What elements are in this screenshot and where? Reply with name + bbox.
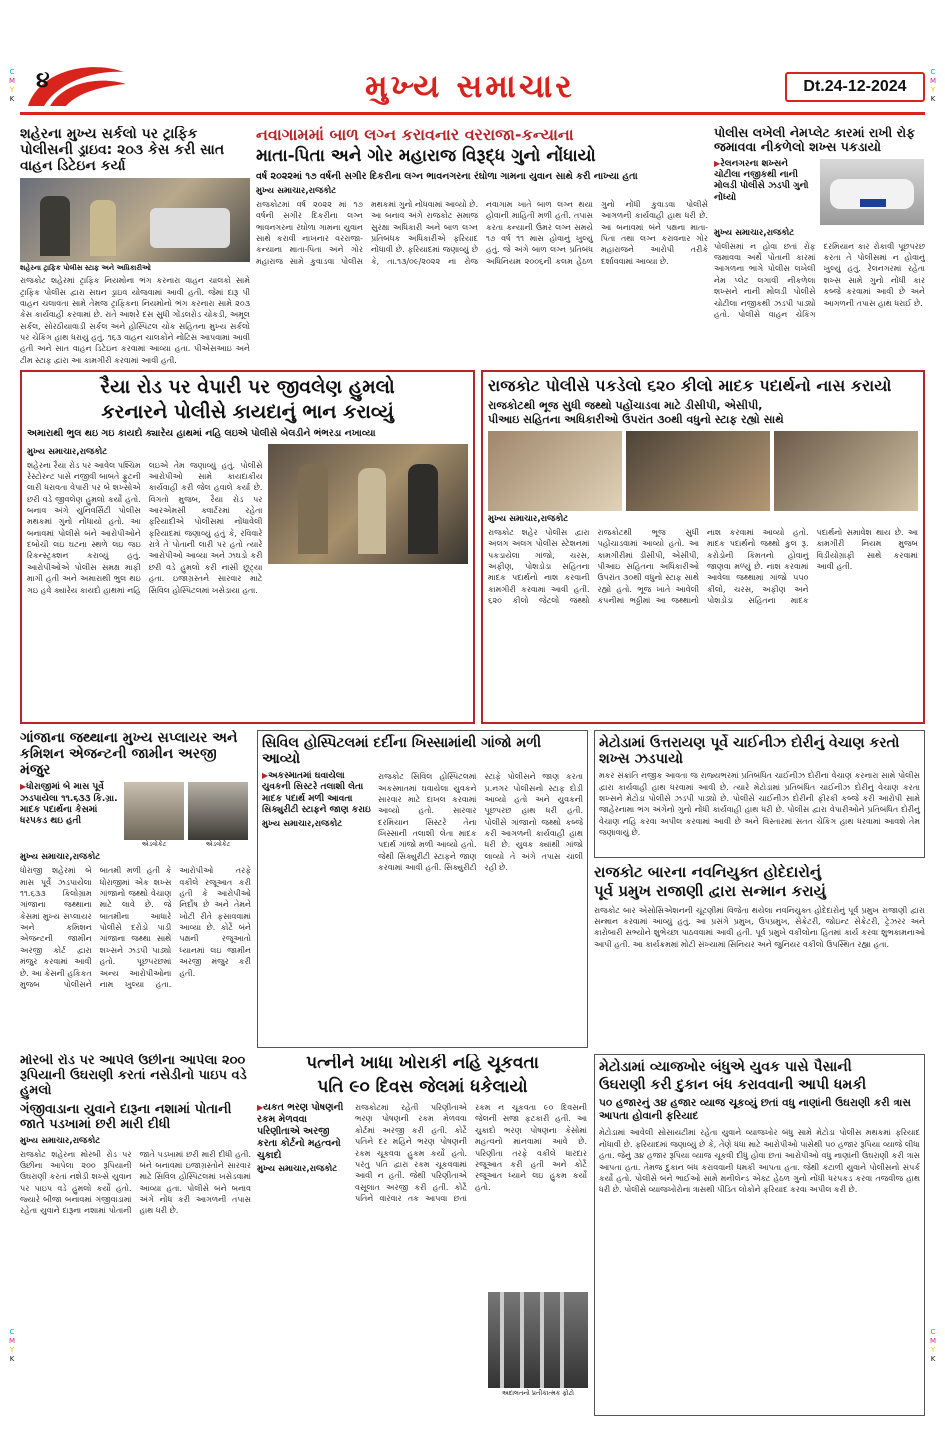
article-traffic-drive xyxy=(20,126,250,366)
byline: મુખ્ય સમાચાર,રાજકોટ xyxy=(714,227,795,238)
register-marks-left-bottom: C M Y K xyxy=(8,1328,16,1363)
headline: સિવિલ હોસ્પિટલમાં દર્દીના ખિસ્સામાંથી ગાંજો મળી આવ્યો xyxy=(262,735,542,768)
headline: મોરબી રોડ પર આપેલે ઉછીના આપેલા ૨૦૦ રૂપિયાની ઉઘરાણી કરતાં નસેડીનો પાઇપ વડે હુમલો xyxy=(20,1054,247,1098)
jail-photo xyxy=(488,1292,588,1388)
headline-line-2: કરનારને પોલીસે કાયદાનું ભાન કરાવ્યું xyxy=(101,400,394,423)
headline-line-1: મેટોડામાં વ્યાજખોર બંધુએ યુવક પાસે પૈસાની xyxy=(599,1059,852,1075)
traffic-photo xyxy=(20,178,250,262)
headline: પોલીસ લખેલી નેમપ્લેટ કારમાં રાખી રોફ જમાવવા નીકળેલો શખ્સ પકડાયો xyxy=(714,126,916,155)
lawyer-label-1: એડવોકેટ xyxy=(141,840,167,849)
article-wife-maintenance xyxy=(257,1054,588,1416)
byline: મુખ્ય સમાચાર,રાજકોટ xyxy=(27,446,108,457)
body: રાજકોટમાં રહેતી પરિણીતાએ ભરણ પોષણની રકમ મેળવવા કોર્ટમાં અરજી કરી હતી. કોર્ટે પતિને દર મહિને ભરણ પોષણની રકમ ચૂકવવા હુકમ કર્યો હતો. પરંતુ પતિ દ્વારા રકમ ચૂકવવામાં આવી ન હતી. જેથી પરિણીતાએ વસૂલાત અરજી કરી હતી. કોર્ટે પતિને વારંવાર તક આપવા છતાં રકમ ન ચૂકવતા ૯૦ દિવસની જેલની સજા ફટકારી હતી. આ ચુકાદો ભરણ પોષણના કેસોમાં મહત્વનો માનવામાં આવે છે. પરિણીતા તરફે વકીલે ધારદાર રજૂઆત કરી હતી અને કોર્ટે રજૂઆત ધ્યાને લઇ હુકમ કર્યો હતો. xyxy=(355,1103,587,1203)
drugs-photo-2 xyxy=(626,431,770,511)
body: રાજકોટ શહેરના મોરબી રોડ પર ઉછીના આપેલા ૨૦૦ રૂપિયાની ઉઘરાણી કરતાં નશેડી શખ્સે યુવાન પર પાઇપ વડે હુમલો કર્યો હતો. જ્યારે બીજા બનાવમાં ગંજીવાડામાં રહેતા યુવાને દારૂના નશામાં પોતાની જાતે પડખામાં છરી મારી દીધી હતી. બંને બનાવમાં ઇજાગ્રસ્તોને સારવાર માટે સિવિલ હોસ્પિટલમાં ખસેડવામાં આવ્યા હતા. પોલીસે બંને બનાવ અંગે નોંધ કરી આગળની તપાસ હાથ ધરી છે. xyxy=(20,1149,251,1216)
accused-photo xyxy=(268,444,468,564)
body: પોલીસમાં ન હોવા છતાં રોફ જમાવવા અર્થે પોતાની કારમાં આગળના ભાગે પોલીસ લખેલી નેમ પ્લેટ લગાવી નીકળેલા શખ્સને નાની મોલડી પોલીસે ચોટીલા નજીકથી ઝડપી પાડ્યો હતો. પોલીસે વાહન ચેકિંગ દરમિયાન કાર રોકાવી પૂછપરછ કરતા તે પોલીસમાં ન હોવાનું ખુલ્યું હતું. રેલનગરમાં રહેતા શખ્સ સામે ગુનો નોંધી કાર કબ્જે કરવામાં આવી છે અને આગળની તપાસ હાથ ધરાઈ છે. xyxy=(714,241,925,319)
headline-line-1: પત્નીને ખાધા ખોરાકી નહિ ચૂકવતા xyxy=(306,1054,539,1073)
tag: ▶ ધોરાજીમાં બે માસ પૂર્વે ઝડપાયેલા ૧૧.૬૩૩ કિ.ગ્રા. માદક પદાર્થના કેસમાં ધરપકડ થઇ હતી xyxy=(20,782,120,849)
headline-line-2: પતિ ૯૦ દિવસ જેલમાં ધકેલાયો xyxy=(317,1076,528,1097)
article-usury-threat xyxy=(594,1054,925,1416)
tag: ▶ રેલનગરના શખ્સને ચોટીલા નજીકથી નાની મોલડી પોલીસે ઝડપી ગુનો નોંધ્યો xyxy=(714,159,816,225)
subhead-line-2: પીઆઇ સહિતના અધિકારીઓ ઉપરાંત ૩૦થી વધુનો સ્ટાફ રહ્યો સાથે xyxy=(488,413,784,427)
article-child-marriage xyxy=(256,126,708,366)
article-drugs-destroyed xyxy=(481,370,925,724)
article-civil-hospital xyxy=(257,730,588,1048)
headline: મેટોડામાં ઉત્તરાયણ પૂર્વે ચાઈનીઝ દોરીનું વેચાણ કરતો શખ્સ ઝડપાયો xyxy=(599,735,900,768)
byline: મુખ્ય સમાચાર,રાજકોટ xyxy=(262,819,343,830)
body: ધોરાજી શહેરમાં બે માસ પૂર્વે ઝડપાયેલા ૧૧.૬૩૩ કિલોગ્રામ ગાંજાના જથ્થાના કેસમાં મુખ્ય સપ્લાયર અને કમિશન એજન્ટની જામીન અરજી કોર્ટ દ્વારા મંજુર કરવામાં આવી છે. આ કેસની હકિકત મુજબ પોલીસને બાતમી મળી હતી કે ધોરાજીમાં એક શખ્સ ગાંજાનો જથ્થો વેચાણ માટે લાવે છે. જે બાતમીના આધારે પોલીસે દરોડો પાડી ગાંજાના જથ્થા સાથે શખ્સને ઝડપી પાડ્યો હતો. પૂછપરછમાં અન્ય આરોપીઓના નામ ખુલ્યા હતા. આરોપીઓ તરફે વકીલે રજૂઆત કરી હતી કે આરોપીઓ નિર્દોષ છે અને તેમને ખોટી રીતે ફસાવવામાં આવ્યા છે. કોર્ટે બંને પક્ષની રજૂઆતો ધ્યાનમાં લઇ જામીન અરજી મંજુર કરી હતી. xyxy=(20,866,251,989)
body: રાજકોટમાં વર્ષ ૨૦૨૨ માં ૧૭ વર્ષની સગીર દિકરીના લગ્ન ભાવનગરના રંઘોળા ગામના યુવાન સાથે કરાવી નાખનાર વરરાજા-કન્યાના માતા-પિતા અને ગોર મહારાજ સામે કુવાડવા પોલીસ મથકમાં ગુનો નોંધવામાં આવ્યો છે. આ બનાવ અંગે રાજકોટ સમાજ સુરક્ષા અધિકારી અને બાળ લગ્ન પ્રતિબંધક અધિકારીએ ફરિયાદ નોંધાવી છે. ફરિયાદમાં જણાવ્યું છે કે, તા.૧૩/૦૯/૨૦૨૨ ના રોજ નવાગામ ખાતે બાળ લગ્ન થયા હોવાની માહિતી મળી હતી. તપાસ કરતા કન્યાની ઉંમર લગ્ન સમયે ૧૭ વર્ષ ૧૧ માસ હોવાનું ખુલ્યું હતું. જે અંગે બાળ લગ્ન પ્રતિબંધ અધિનિયમ ૨૦૦૬ની કલમ હેઠળ ગુનો નોંધી કુવાડવા પોલીસે આગળની કાર્યવાહી હાથ ધરી છે. આ બનાવમાં બંને પક્ષના માતા-પિતા તથા લગ્ન કરાવનાર ગોર મહારાજને આરોપી તરીકે દર્શાવવામાં આવ્યા છે. xyxy=(256,199,708,266)
body: રાજકોટ સિવિલ હોસ્પિટલમાં અકસ્માતમાં ઘવાયેલા યુવકને સારવાર માટે દાખલ કરવામાં આવ્યો હતો. સારવાર દરમિયાન સિસ્ટરે તેના ખિસ્સાની તલાશી લેતા માદક પદાર્થ ગાંજો મળી આવ્યો હતો. જેથી સિક્યુરીટી સ્ટાફને જાણ કરવામાં આવી હતી. સિક્યુરીટી સ્ટાફે પોલીસને જાણ કરતા પ્ર.નગર પોલીસનો સ્ટાફ દોડી આવ્યો હતો અને યુવકની પૂછપરછ હાથ ધરી હતી. પોલીસે ગાંજાનો જથ્થો કબ્જે કરી આગળની કાર્યવાહી હાથ ધરી છે. યુવક ક્યાંથી ગાંજો લાવ્યો તે અંગે તપાસ ચાલી રહી છે. xyxy=(378,772,583,873)
article-police-number-plate xyxy=(714,126,925,366)
headline-line-1: રાજકોટ બારના નવનિયુક્ત હોદેદારોનું xyxy=(594,864,821,881)
byline: મુખ્ય સમાચાર,રાજકોટ xyxy=(20,1135,101,1146)
subhead: વર્ષ ૨૦૨૨માં ૧૭ વર્ષની સગીર દિકરીના લગ્ન ભાવનગરના રંઘોળા ગામના યુવાન સાથે કરી નાખ્યા હતા xyxy=(256,170,638,182)
subhead-line-1: રાજકોટથી ભૂજ સુધી જથ્થો પહોંચાડવા માટે ડીસીપી, એસીપી, xyxy=(488,399,763,413)
body: રાજકોટ બાર એસોસિએશનની ચૂંટણીમાં વિજેતા થયેલા નવનિયુક્ત હોદેદારોનું પૂર્વ પ્રમુખ રાજાણી દ્વારા સન્માન કરવામાં આવ્યું હતું. આ પ્રસંગે પ્રમુખ, ઉપપ્રમુખ, સેક્રેટરી, જોઇન્ટ સેક્રેટરી, ટ્રેઝરર અને કારોબારી સભ્યોને શુભેચ્છા પાઠવવામાં આવી હતી. પૂર્વ પ્રમુખે વકીલોના હિતમાં કાર્ય કરવા શુભકામનાઓ આપી હતી. આ કાર્યક્રમમાં મોટી સંખ્યામાં સિનિયર અને જુનિયર વકીલો ઉપસ્થિત રહ્યા હતા. xyxy=(594,905,925,949)
byline: મુખ્ય સમાચાર,રાજકોટ xyxy=(256,185,337,196)
body: શહેરના રૈયા રોડ પર આવેલ પશ્ચિમ રેસ્ટોરન્ટ પાસે નજીવી બાબતે ફ્રુટની લારી ધરાવતા વેપારી પર બે શખ્સોએ છરી વડે જીવલેણ હુમલો કર્યો હતો. બનાવ અંગે યુનિવર્સિટી પોલીસ મથકમાં ગુનો નોંધાયો હતો. આ બનાવમાં પોલીસે બંને આરોપીઓને દબોચી લઇ ઘટના સ્થળે લઇ જઇ રિકન્સ્ટ્રક્શન કરાવ્યું હતું. આરોપીઓએ પોલીસ સમક્ષ માફી માગી હતી અને અમારાથી ભુલ થઇ ગઇ હવે ક્યારેય કાયદો હાથમાં નહિ લઇએ તેમ જણાવ્યું હતું. પોલીસે આરોપીઓ સામે કાયદાકીય કાર્યવાહી કરી જેલ હવાલે કર્યા છે. વિગતો મુજબ, રૈયા રોડ પર આરએમસી ક્વાર્ટરમાં રહેતા ફરિયાદીએ પોલીસમાં નોંધાવેલી ફરિયાદમાં જણાવ્યું હતું કે, રવિવારે રાત્રે તે પોતાની લારી પર હતો ત્યારે આરોપીઓ આવ્યા અને ઝઘડો કરી છરી વડે હુમલો કરી નાસી છૂટ્યા હતા. ઇજાગ્રસ્તને સારવાર માટે સિવિલ હોસ્પિટલમાં ખસેડાયા હતા. xyxy=(27,460,263,595)
section-title: મુખ્ય સમાચાર xyxy=(365,67,575,105)
headline-line-2: ઉઘરાણી કરી દુકાન બંધ કરાવવાની આપી ધમકી xyxy=(599,1077,867,1094)
lawyer-photo-2 xyxy=(188,782,248,840)
byline: મુખ્ય સમાચાર,રાજકોટ xyxy=(20,852,101,863)
headline-line-2: માતા-પિતા અને ગોર મહારાજ વિરૂદ્ધ ગુનો નોંધાયો xyxy=(256,146,596,167)
photo-caption: અદાલતનો પ્રતીકાત્મક ફોટો xyxy=(501,1389,575,1397)
masthead-rule xyxy=(20,112,925,115)
car-photo xyxy=(820,159,924,225)
issue-date: Dt.24-12-2024 xyxy=(785,72,925,102)
register-marks-right-bottom: C M Y K xyxy=(929,1328,937,1363)
headline-line-1: નવાગામમાં બાળ લગ્ન કરાવનાર વરરાજા-કન્યાના xyxy=(256,126,574,144)
body: મકર સંક્રાંતિ નજીક આવતા જ રાજ્યભરમાં પ્રતિબંધિત ચાઈનીઝ દોરીના વેચાણ કરનારા સામે પોલીસ દ્વારા કાર્યવાહી હાથ ધરવામાં આવી છે. ત્યારે મેટોડામાં પ્રતિબંધિત ચાઈનીઝ દોરીનું વેચાણ કરતા શખ્સને મેટોડા પોલીસે ઝડપી પાડ્યો છે. પોલીસે ચાઈનીઝ દોરીની ફીરકી કબ્જે કરી આરોપી સામે જાહેરનામા ભંગ અંગેનો ગુનો નોંધી કાર્યવાહી હાથ ધરી છે. પોલીસ દ્વારા વેપારીઓને પ્રતિબંધિત દોરીનું વેચાણ નહિ કરવા અપીલ કરવામાં આવી છે અને વિસ્તારમાં સતત ચેકિંગ હાથ ધરવામાં આવશે તેમ જણાવાયું છે. xyxy=(599,771,920,837)
photo-caption: શહેરના ટ્રાફિક પોલીસ સ્ટાફ અને અધિકારીઓ xyxy=(20,264,151,273)
register-marks-right-top: C M Y K xyxy=(929,68,937,103)
lawyer-label-2: એડવોકેટ xyxy=(205,840,231,849)
article-bar-association xyxy=(594,864,925,1048)
page-number: ૪ xyxy=(36,68,50,93)
body: રાજકોટ શહેર પોલીસ દ્વારા અલગ અલગ પોલીસ સ્ટેશનમાં પકડાયેલા ગાંજો, ચરસ, અફીણ, પોશડોડા સહિતના માદક પદાર્થનો નાશ કરવાની કામગીરી કરવામાં આવી હતી. ૬૨૦ કીલો જેટલો જથ્થો રાજકોટથી ભૂજ સુધી પહોંચાડવામાં આવ્યો હતો. આ કામગીરીમાં ડીસીપી, એસીપી, પીઆઇ સહિતના અધિકારીઓ ઉપરાંત ૩૦થી વધુનો સ્ટાફ સાથે રહ્યો હતો. ભૂજ ખાતે આવેલી કંપનીમાં ભઠ્ઠીમાં આ જથ્થાનો નાશ કરવામાં આવ્યો હતો. માદક પદાર્થનો જથ્થો કુલ રૂ. કરોડોની કિંમતનો હોવાનું જાણવા મળ્યું છે. નાશ કરવામાં આવેલા જથ્થામાં ગાંજો ૫૫૦ કીલો, ચરસ, અફીણ અને પોશડોડા સહિતના માદક પદાર્થનો સમાવેશ થાય છે. આ કામગીરી નિયમ મુજબ વિડીયોગ્રાફી સાથે કરવામાં આવી હતી. xyxy=(488,527,918,606)
lawyer-photo-1 xyxy=(124,782,184,840)
byline: મુખ્ય સમાચાર,રાજકોટ xyxy=(488,513,569,524)
subhead: અમારાથી ભુલ થઇ ગઇ કાયદો ક્યારેય હાથમાં નહિ લઇએ પોલીસે બેલડીને ભંભરડા નખાવ્યા xyxy=(27,427,376,439)
masthead xyxy=(20,62,925,118)
body: રાજકોટ શહેરમાં ટ્રાફિક નિયમોના ભંગ કરનારા વાહન ચાલકો સામે ટ્રાફિક પોલીસ દ્વારા સઘન ડ્રાઇવ યોજવામાં આવી હતી. જેમાં દારૂ પી વાહન ચલાવતા સામે તેમજ ટ્રાફિકના નિયમોનો ભંગ કરનારા સામે ૨૦૩ કેસ કાર્યવાહી કરવામાં છે. રાતે આશરે દસ સુધી ગોંડલરોડ ચોકડી, અમૂલ સર્કલ, સોરઠીયાવાડી સર્કલ અને હોસ્પિટલ ચોક સહિતના મુખ્ય સર્કલો પર ચેકિંગ હાથ ધરાયું હતું. ૧૬૩ વાહન ચાલકોને નોટિસ આપવામાં આવી હતી અને સાત વાહન ડિટેઇન કરવામાં આવ્યા હતા. પીએસઆઇ અને ટીમ સ્ટાફ દ્વારા આ કામગીરી કરવામાં આવી હતી. xyxy=(20,276,250,365)
body: મેટોડામાં આવેલી સોસાયટીમાં રહેતા યુવાને વ્યાજખોર બંધુ સામે મેટોડા પોલીસ મથકમાં ફરિયાદ નોંધાવી છે. ફરિયાદમાં જણાવ્યું છે કે, તેણે ધંધા માટે આરોપીઓ પાસેથી ૫૦ હજાર રૂપિયા વ્યાજે લીધા હતા. જેનું ૩૪ હજાર રૂપિયા વ્યાજ ચૂકવી દીધું હોવા છતાં આરોપીઓ વધુ નાણાંની ઉઘરાણી કરી ત્રાસ આપતા હતા. તેમજ દુકાન બંધ કરાવવાની ધમકી આપતા હતા. જેથી કંટાળી યુવાને પોલીસનો સંપર્ક કર્યો હતો. પોલીસે બંને ભાઈઓ સામે મનીલેન્ડ એક્ટ હેઠળ ગુનો નોંધી ધરપકડ કરવા તજવીજ હાથ ધરી છે. પોલીસે વ્યાજખોરોના ત્રાસથી પીડિત લોકોને ફરિયાદ કરવા અપીલ કરી છે. xyxy=(599,1128,920,1195)
byline: મુખ્ય સમાચાર,રાજકોટ xyxy=(257,1164,338,1175)
drugs-photo-3 xyxy=(774,431,918,511)
drugs-photo-1 xyxy=(488,431,622,511)
headline-line-1: રૈયા રોડ પર વેપારી પર જીવલેણ હુમલો xyxy=(100,376,395,398)
headline: શહેરના મુખ્ય સર્કલો પર ટ્રાફિક પોલીસની ડ્રાઇવ: ૨૦૩ કેસ કરી સાત વાહન ડિટેઇન કર્યા xyxy=(20,126,225,175)
article-chinese-kite-string xyxy=(594,730,925,858)
newspaper-logo-icon xyxy=(20,62,130,118)
newspaper-page xyxy=(8,8,937,1422)
subhead: ગંજીવાડાના યુવાને દારૂના નશામાં પોતાની જાતે પડખામાં છરી મારી દીધી xyxy=(20,1101,232,1132)
article-morbi-road-attack xyxy=(20,1054,251,1416)
article-raiya-road-attack xyxy=(20,370,475,724)
subhead: ૫૦ હજારનું ૩૪ હજાર વ્યાજ ચૂકવ્યું છતાં વધુ નાણાંની ઉઘરાણી કરી ત્રાસ આપતા હોવાની ફરિયાદ xyxy=(599,1097,911,1123)
headline-line-2: પૂર્વ પ્રમુખ રાજાણી દ્વારા સન્માન કરાયું xyxy=(594,882,826,901)
headline: રાજકોટ પોલીસે પકડેલો ૬૨૦ કીલો માદક પદાર્થનો નાસ કરાયો xyxy=(488,376,892,395)
register-marks-left-top: C M Y K xyxy=(8,68,16,103)
tag: ▶ યકત ભરણ પોષણની રકમ મેળવવા પરિણીતાએ અરજી કરતા કોર્ટનો મહત્વનો ચુકાદો xyxy=(257,1102,349,1161)
article-ganja-bail xyxy=(20,730,251,1048)
tag: ▶ અકસ્માતમાં ઘવાયેલા યુવકની સિસ્ટરે તલાશી લેતા માદક પદાર્થ મળી આવતા સિક્યુરીટી સ્ટાફને જાણ કરાઇ xyxy=(262,771,372,816)
headline: ગાંજાના જથ્થાના મુખ્ય સપ્લાયર અને કમિશન એજન્ટની જામીન અરજી મંજુર xyxy=(20,730,238,779)
